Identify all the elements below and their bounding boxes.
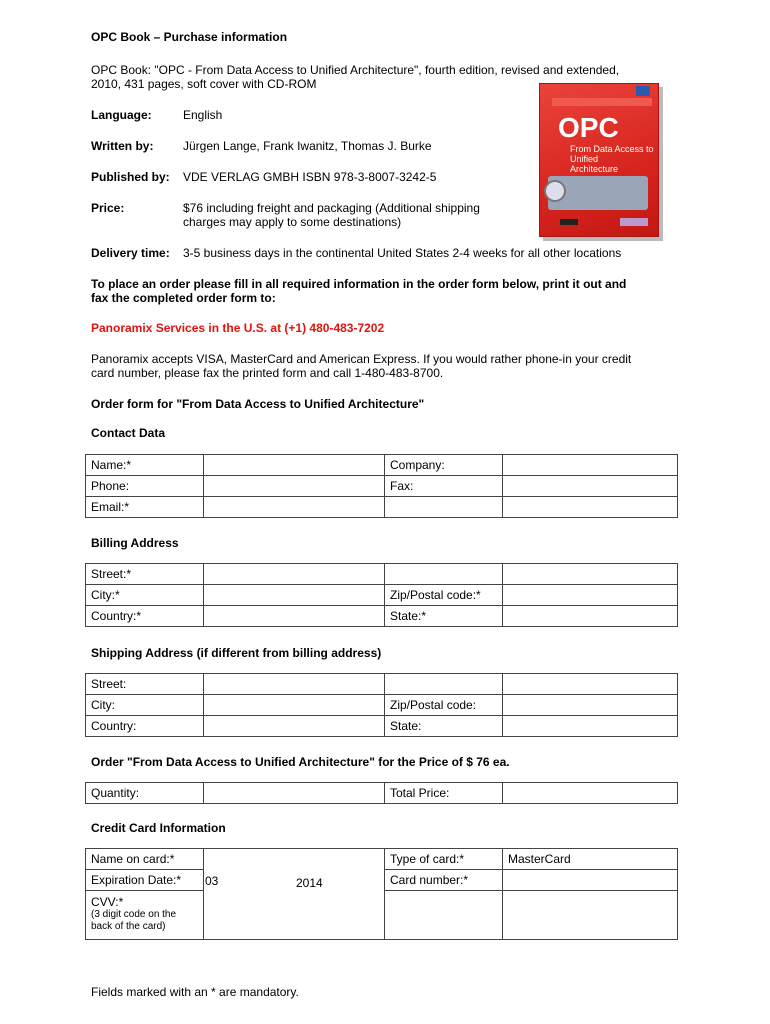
credit-card-table <box>85 848 678 940</box>
page-title: OPC Book – Purchase information <box>91 30 288 44</box>
cvv-label: CVV:* <box>91 895 124 909</box>
table-row <box>86 849 678 870</box>
email-label: Email:* <box>86 497 204 518</box>
table-row <box>86 870 678 891</box>
company-field[interactable] <box>503 455 678 476</box>
billing-country-field[interactable] <box>204 606 385 627</box>
cd-rom-icon <box>544 180 566 202</box>
order-form-title: Order form for "From Data Access to Unified Architecture" <box>91 397 425 411</box>
shipping-country-label: Country: <box>86 716 204 737</box>
name-on-card-label: Name on card:* <box>86 849 204 870</box>
table-row <box>86 695 678 716</box>
credit-card-heading: Credit Card Information <box>91 821 226 835</box>
cvv-field[interactable] <box>204 891 385 940</box>
cvv-note-line2: back of the card) <box>91 921 166 932</box>
table-row <box>86 783 678 804</box>
shipping-street-field[interactable] <box>204 674 385 695</box>
shipping-city-label: City: <box>86 695 204 716</box>
expiration-year[interactable]: 2014 <box>296 875 323 890</box>
language-value: English <box>183 108 223 122</box>
fax-label: Fax: <box>385 476 503 497</box>
expiration-month[interactable]: 03 <box>205 873 219 888</box>
quantity-field[interactable] <box>204 783 385 804</box>
book-cover-subtitle-line2: Architecture <box>570 164 619 174</box>
shipping-state-field[interactable] <box>503 716 678 737</box>
written-by-label: Written by: <box>91 139 154 153</box>
table-row <box>86 564 678 585</box>
table-row <box>86 585 678 606</box>
phone-label: Phone: <box>86 476 204 497</box>
empty-cell <box>385 564 503 585</box>
written-by-value: Jürgen Lange, Frank Iwanitz, Thomas J. Burke <box>183 139 432 153</box>
order-table <box>85 782 678 804</box>
price-label: Price: <box>91 201 125 215</box>
vde-logo-icon <box>560 219 578 225</box>
empty-cell <box>385 674 503 695</box>
expiration-date-field[interactable] <box>204 870 385 891</box>
table-row <box>86 476 678 497</box>
name-on-card-field[interactable] <box>204 849 385 870</box>
shipping-country-field[interactable] <box>204 716 385 737</box>
billing-state-label: State:* <box>385 606 503 627</box>
intro-text-line2: 2010, 431 pages, soft cover with CD-ROM <box>91 77 317 91</box>
book-cover-image <box>539 83 661 239</box>
name-field[interactable] <box>204 455 385 476</box>
instructions-line2: fax the completed order form to: <box>91 291 276 305</box>
delivery-value: 3-5 business days in the continental United States 2-4 weeks for all other locations <box>183 246 622 260</box>
table-row <box>86 606 678 627</box>
contact-data-table <box>85 454 678 518</box>
name-label: Name:* <box>86 455 204 476</box>
cvv-label-cell <box>86 891 204 940</box>
cvv-note-line1: (3 digit code on the <box>91 909 177 920</box>
billing-zip-field[interactable] <box>503 585 678 606</box>
expiration-date-label: Expiration Date:* <box>86 870 204 891</box>
contact-phone-line: Panoramix Services in the U.S. at (+1) 480-483-7202 <box>91 321 385 335</box>
instructions-line1: To place an order please fill in all required information in the order form below, print it out and <box>91 277 627 291</box>
contact-data-heading: Contact Data <box>91 426 166 440</box>
billing-city-label: City:* <box>86 585 204 606</box>
email-field[interactable] <box>204 497 385 518</box>
table-row <box>86 455 678 476</box>
price-value-line2: charges may apply to some destinations) <box>183 215 402 229</box>
quantity-label: Quantity: <box>86 783 204 804</box>
empty-cell <box>503 891 678 940</box>
table-row <box>86 674 678 695</box>
billing-address-table <box>85 563 678 627</box>
empty-cell <box>503 674 678 695</box>
language-label: Language: <box>91 108 152 122</box>
shipping-address-heading: Shipping Address (if different from billing address) <box>91 646 382 660</box>
card-type-label: Type of card:* <box>385 849 503 870</box>
empty-cell <box>503 564 678 585</box>
empty-cell <box>385 497 503 518</box>
fax-field[interactable] <box>503 476 678 497</box>
publisher-logo-icon <box>620 218 648 226</box>
card-number-label: Card number:* <box>385 870 503 891</box>
card-number-field[interactable] <box>503 870 678 891</box>
total-price-field[interactable] <box>503 783 678 804</box>
phone-field[interactable] <box>204 476 385 497</box>
billing-street-field[interactable] <box>204 564 385 585</box>
shipping-city-field[interactable] <box>204 695 385 716</box>
book-cover-title: OPC <box>558 112 619 143</box>
table-row <box>86 497 678 518</box>
billing-zip-label: Zip/Postal code:* <box>385 585 503 606</box>
mandatory-fields-note: Fields marked with an * are mandatory. <box>91 985 299 999</box>
shipping-zip-field[interactable] <box>503 695 678 716</box>
book-cover-subtitle-line1: From Data Access to Unified <box>570 144 654 164</box>
total-price-label: Total Price: <box>385 783 503 804</box>
billing-address-heading: Billing Address <box>91 536 179 550</box>
company-label: Company: <box>385 455 503 476</box>
published-by-label: Published by: <box>91 170 170 184</box>
billing-state-field[interactable] <box>503 606 678 627</box>
table-row <box>86 891 678 940</box>
payment-info-line1: Panoramix accepts VISA, MasterCard and American Express. If you would rather phone-in your credit <box>91 352 632 366</box>
billing-country-label: Country:* <box>86 606 204 627</box>
shipping-address-table <box>85 673 678 737</box>
billing-city-field[interactable] <box>204 585 385 606</box>
table-row <box>86 716 678 737</box>
empty-cell <box>385 891 503 940</box>
order-heading: Order "From Data Access to Unified Architecture" for the Price of $ 76 ea. <box>91 755 510 769</box>
payment-info-line2: card number, please fax the printed form and call 1-480-483-8700. <box>91 366 444 380</box>
published-by-value: VDE VERLAG GMBH ISBN 978-3-8007-3242-5 <box>183 170 437 184</box>
delivery-label: Delivery time: <box>91 246 170 260</box>
empty-cell <box>503 497 678 518</box>
card-type-field[interactable]: MasterCard <box>503 849 678 870</box>
intro-text-line1: OPC Book: "OPC - From Data Access to Unified Architecture", fourth edition, revised and extended, <box>91 63 620 77</box>
shipping-state-label: State: <box>385 716 503 737</box>
price-value-line1: $76 including freight and packaging (Additional shipping <box>183 201 480 215</box>
publisher-badge-icon <box>636 86 650 96</box>
billing-street-label: Street:* <box>86 564 204 585</box>
shipping-street-label: Street: <box>86 674 204 695</box>
shipping-zip-label: Zip/Postal code: <box>385 695 503 716</box>
